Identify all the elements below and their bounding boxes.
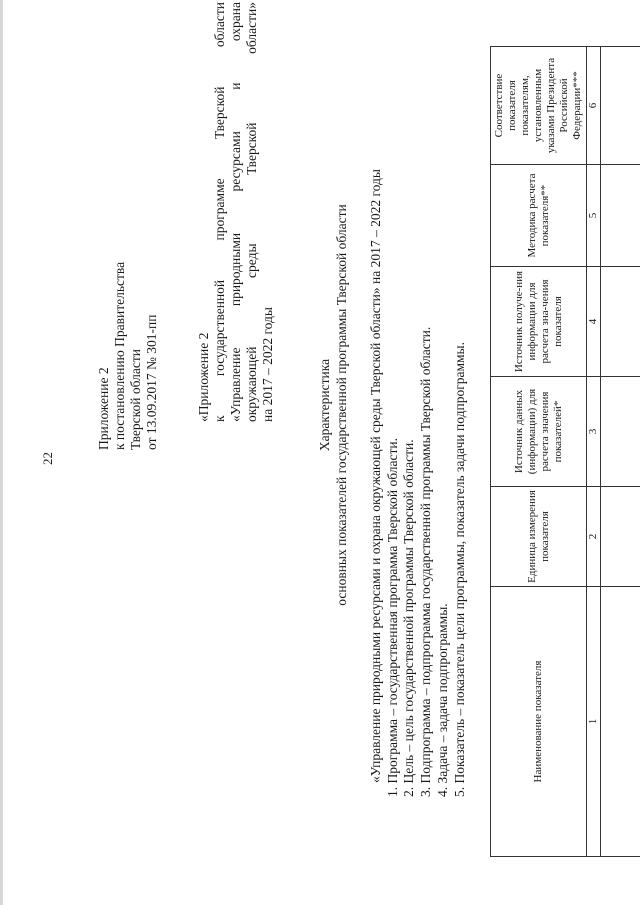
table-header-cell: Методика расчета показателя** — [491, 165, 587, 267]
table-cell — [601, 587, 640, 857]
table-header-cell: Наименование показателя — [491, 587, 587, 857]
table-cell — [601, 487, 640, 587]
indicators-table — [490, 46, 640, 857]
definition-line: 3. Подпрограмма – подпрограмма государственной программы Тверской области. — [418, 326, 434, 797]
table-cell: 1 — [587, 587, 601, 857]
appendix-quote-block — [196, 2, 276, 422]
definition-line: 5. Показатель – показатель цели программы, показатель задачи подпрограммы. — [451, 341, 467, 797]
table-cell — [601, 377, 640, 487]
table-cell: 4 — [587, 267, 601, 377]
appendix-line: Приложение 2 — [96, 367, 111, 450]
table-header-cell: Источник данных (информации) для расчета значения показателей* — [491, 377, 587, 487]
table-cell — [601, 47, 640, 165]
appendix-line: Тверской области — [128, 349, 143, 450]
definition-line: 4. Задача – задача подпрограммы. — [434, 603, 450, 797]
quote-line: к государственной программе Тверской области — [212, 2, 227, 422]
page-number: 22 — [40, 452, 55, 465]
definitions-list — [368, 169, 468, 797]
definition-line: 1. Программа – государственная программа Тверской области. — [384, 437, 400, 797]
table-header-cell: Единица измерения показателя — [491, 487, 587, 587]
table-cell: 6 — [587, 47, 601, 165]
appendix-block — [96, 262, 160, 450]
table-cell: 2 — [587, 487, 601, 587]
table-header-row — [491, 47, 587, 857]
document-subtitle: основных показателей государственной программы Тверской области — [334, 204, 349, 606]
table-number-row — [587, 47, 601, 857]
quote-line: «Управление природными ресурсами и охрана — [228, 2, 243, 422]
table-cell: 5 — [587, 165, 601, 267]
appendix-line: к постановлению Правительства — [112, 261, 127, 450]
definition-line: «Управление природными ресурсами и охрана окружающей среды Тверской области» на 2017 – 2022 годы — [368, 169, 383, 783]
quote-line: окружающей среды Тверской области» — [244, 2, 259, 422]
table-cell: 3 — [587, 377, 601, 487]
table-cell — [601, 165, 640, 267]
quote-line: на 2017 – 2022 годы — [260, 307, 275, 422]
appendix-line: от 13.09.2017 № 301-пп — [144, 314, 159, 450]
table-header-cell: Источник получе-ния информации для расчета зна-чения показателя — [491, 267, 587, 377]
definition-line: 2. Цель – цель государственной программы Тверской области. — [401, 439, 417, 797]
table-cell — [601, 267, 640, 377]
table-header-cell: Соответствие показателя показателям, установленным указами Президента Российской Федерации*** — [491, 47, 587, 165]
document-title: Характеристика — [317, 358, 332, 452]
table-row — [601, 47, 640, 857]
quote-line: «Приложение 2 — [196, 332, 211, 422]
